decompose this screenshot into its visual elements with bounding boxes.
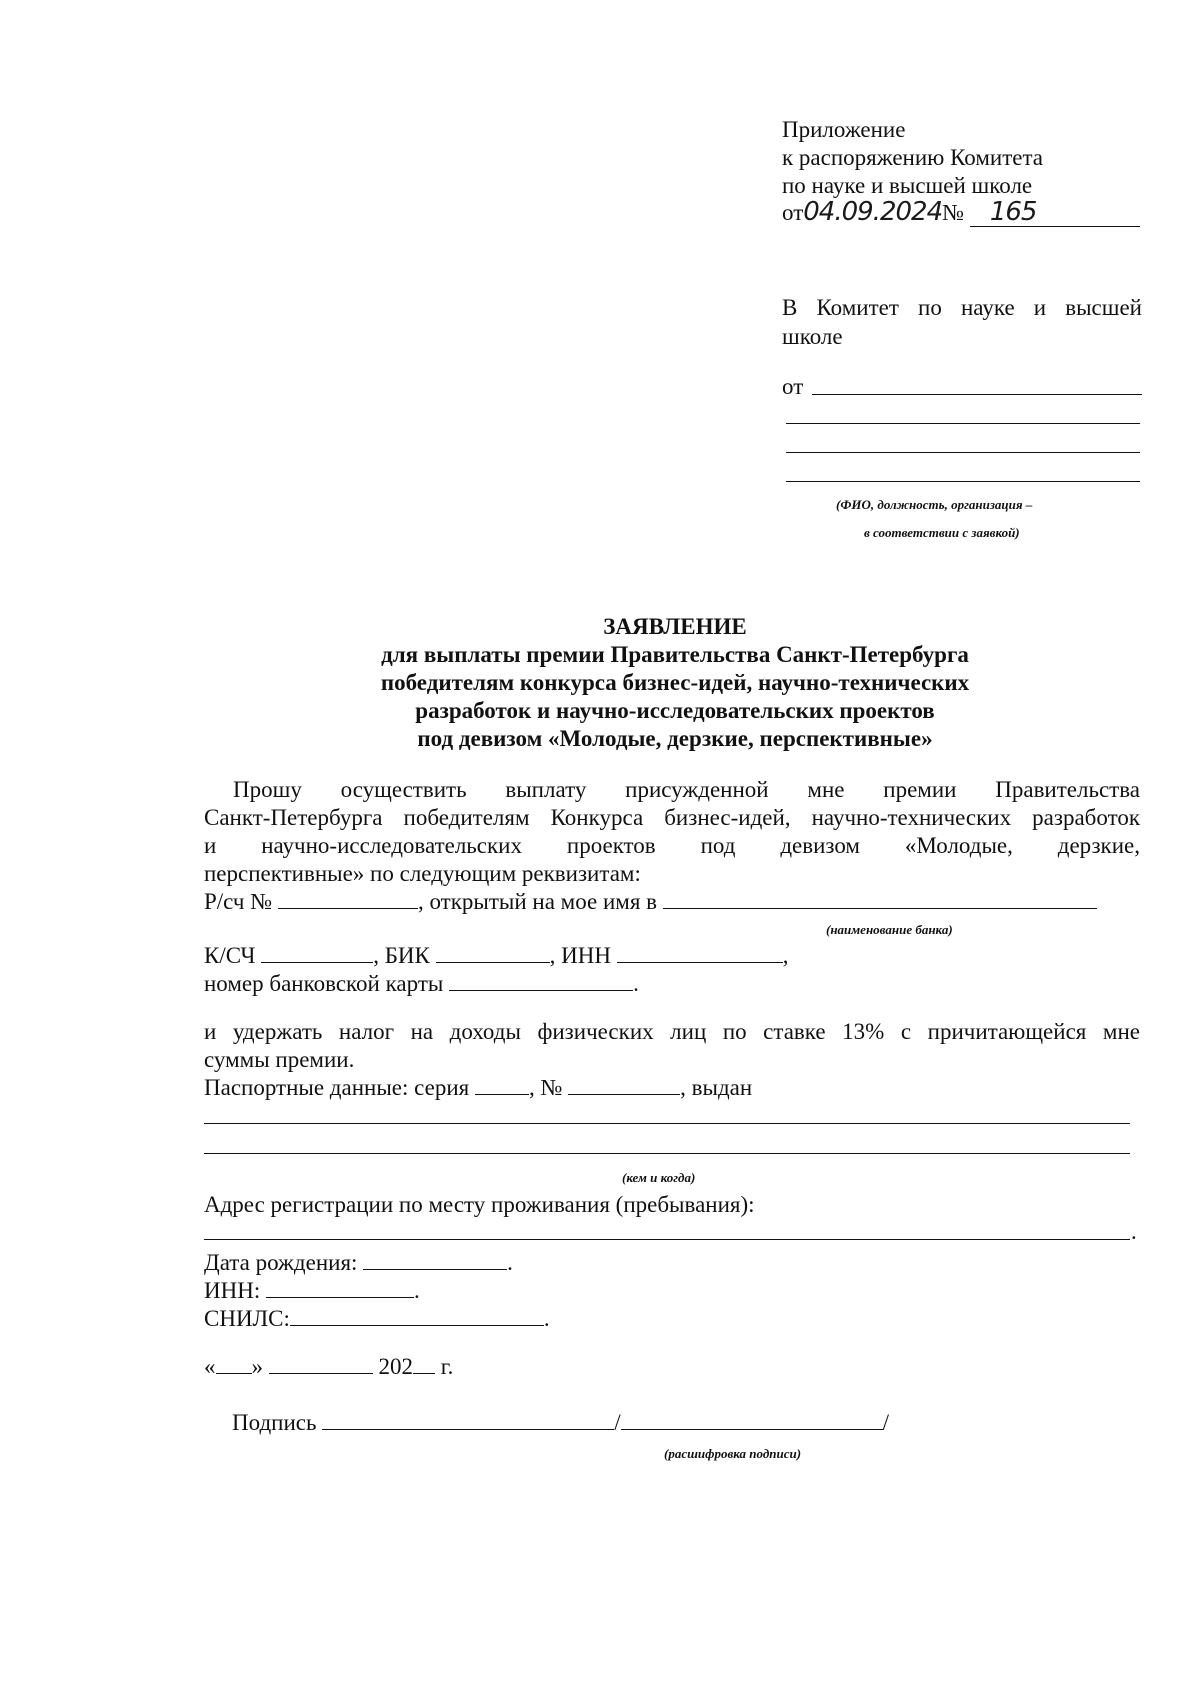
request-line2: Санкт-Петербурга победителям Конкурса бизнес-идей, научно-технических разработок [204, 805, 1140, 830]
tax-line1: и удержать налог на доходы физических лиц по ставке 13% с причитающейся мне [204, 1019, 1140, 1044]
passport-series-field[interactable] [475, 1075, 529, 1095]
addressee-to-line2: школе [782, 324, 843, 349]
card-number-field[interactable] [449, 971, 633, 991]
request-line3: и научно-исследовательских проектов под девизом «Молодые, дерзкие, [204, 833, 1140, 858]
bik-field[interactable] [436, 943, 550, 963]
card-label: номер банковской карты [204, 971, 444, 996]
date-day-field[interactable] [216, 1354, 252, 1374]
ks-field[interactable] [261, 943, 373, 963]
inn-label: ИНН: [204, 1278, 261, 1303]
appendix-date-handwritten: 04.09.2024 [803, 197, 943, 227]
bank-details-row [204, 942, 788, 970]
signature-slash-right: / [882, 1410, 889, 1435]
passport-issued-field-2[interactable] [204, 1153, 1130, 1154]
birth-period: . [507, 1250, 513, 1275]
date-month-field[interactable] [269, 1354, 373, 1374]
passport-row [204, 1074, 752, 1102]
title-sub2: победителям конкурса бизнес-идей, научно-технических [380, 670, 970, 695]
addressee-from-field[interactable] [812, 394, 1142, 395]
bik-label: , БИК [373, 943, 430, 968]
addressee-caption-line2: в соответствии с заявкой) [864, 525, 1020, 540]
passport-issued-field-1[interactable] [204, 1123, 1130, 1124]
inn-field[interactable] [266, 1278, 414, 1298]
inn-inline-field[interactable] [617, 943, 783, 963]
title-sub3: разработок и научно-исследовательских проектов [415, 698, 935, 723]
appendix-ref-line [782, 198, 1140, 227]
card-row [204, 970, 639, 998]
passport-issued-label: , выдан [680, 1075, 753, 1100]
bank-name-field[interactable] [663, 889, 1097, 909]
signature-slash-left: / [614, 1410, 621, 1435]
request-line4: перспективные» по следующим реквизитам: [204, 861, 641, 886]
account-opened-text: , открытый на мое имя в [417, 889, 658, 914]
date-row [204, 1353, 453, 1381]
date-year-field[interactable] [413, 1354, 435, 1374]
issued-caption: (кем и когда) [622, 1170, 696, 1185]
birth-label: Дата рождения: [204, 1250, 358, 1275]
appendix-from-prefix: от [782, 200, 804, 225]
date-close-quote: » [251, 1354, 263, 1379]
appendix-number-sign: № [942, 200, 965, 225]
account-number-field[interactable] [278, 889, 418, 909]
addressee-from-prefix: от [782, 374, 804, 399]
appendix-line1: Приложение [782, 117, 906, 142]
addressee-caption-line1: (ФИО, должность, организация – [836, 497, 1033, 512]
inn-row [204, 1277, 420, 1305]
snils-label: СНИЛС: [204, 1306, 290, 1331]
passport-number-field[interactable] [568, 1075, 680, 1095]
snils-field[interactable] [290, 1306, 544, 1326]
request-line1: Прошу осуществить выплату присужденной мне премии Правительства [233, 777, 1140, 802]
signature-decoding-field[interactable] [621, 1410, 883, 1430]
appendix-line2: к распоряжению Комитета [782, 145, 1043, 170]
document-title [200, 613, 1150, 753]
title-heading: ЗАЯВЛЕНИЕ [603, 614, 747, 639]
date-year-prefix: 202 [378, 1354, 413, 1379]
addressee-line1 [782, 294, 1142, 322]
signature-field[interactable] [322, 1410, 614, 1430]
signature-caption: (расшифровка подписи) [664, 1446, 802, 1461]
birth-row [204, 1249, 513, 1277]
address-field[interactable] [204, 1239, 1130, 1240]
account-label: Р/сч № [204, 889, 273, 914]
date-year-suffix: г. [440, 1354, 454, 1379]
ks-label: К/СЧ [204, 943, 256, 968]
title-sub1: для выплаты премии Правительства Санкт-Петербурга [381, 642, 969, 667]
inn-inline-label: , ИНН [549, 943, 611, 968]
title-sub4: под девизом «Молодые, дерзкие, перспективные» [417, 726, 933, 751]
address-period: . [1131, 1219, 1137, 1244]
date-open-quote: « [204, 1354, 216, 1379]
snils-row [204, 1305, 550, 1333]
birth-date-field[interactable] [363, 1250, 507, 1270]
addressee-field-3[interactable] [786, 452, 1140, 453]
appendix-number-handwritten: 165 [970, 198, 1140, 227]
addressee-to-line1: В Комитет по науке и высшей [782, 295, 1142, 320]
card-period: . [633, 971, 639, 996]
addressee-field-4[interactable] [786, 481, 1140, 482]
snils-period: . [543, 1306, 550, 1331]
appendix-line3: по науке и высшей школе [782, 173, 1033, 198]
passport-label: Паспортные данные: серия [204, 1075, 470, 1100]
signature-row [232, 1409, 889, 1437]
bank-row-comma: , [782, 943, 789, 968]
bank-caption: (наименование банка) [826, 922, 953, 937]
inn-period: . [413, 1278, 420, 1303]
tax-line2: суммы премии. [204, 1047, 355, 1072]
account-row [204, 888, 1097, 916]
address-label: Адрес регистрации по месту проживания (пребывания): [204, 1192, 755, 1217]
signature-label: Подпись [232, 1410, 317, 1435]
addressee-field-2[interactable] [786, 423, 1140, 424]
passport-no-label: , № [528, 1075, 563, 1100]
